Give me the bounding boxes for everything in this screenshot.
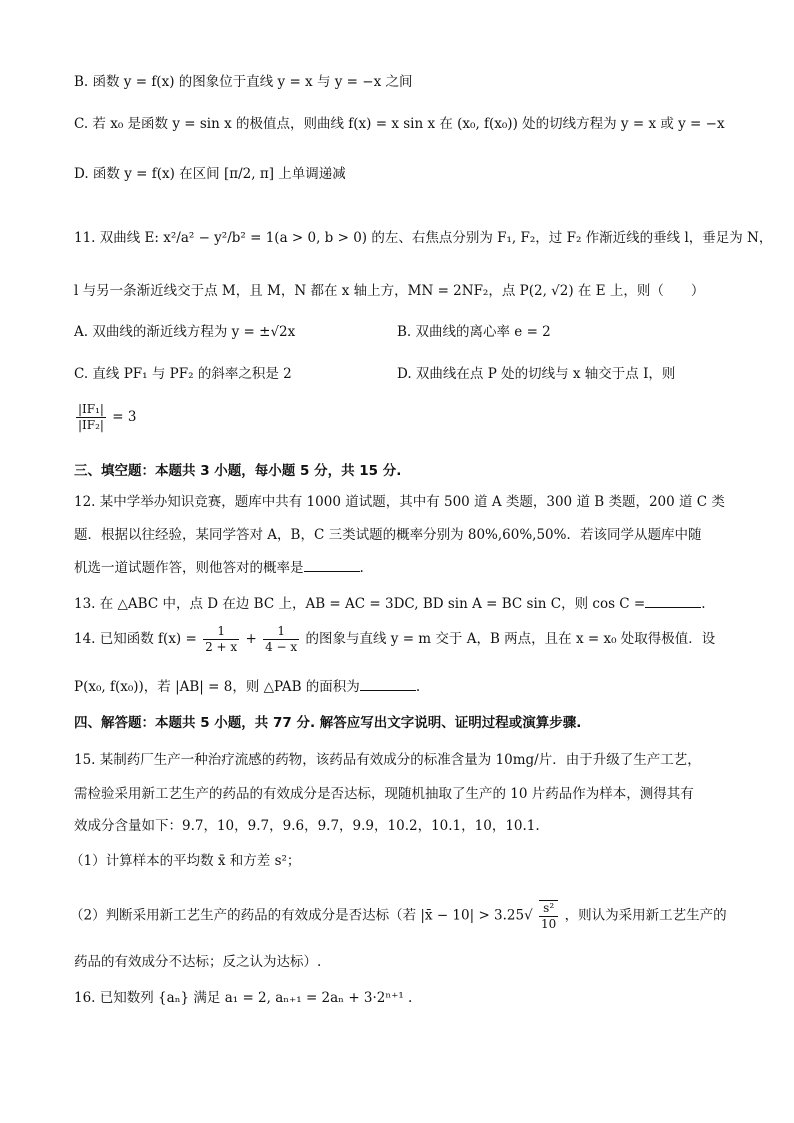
question-14-text: P(x₀, f(x₀))，若 |AB| = 8，则 △PAB 的面积为: [74, 679, 360, 695]
option-10C: C. 若 x₀ 是函数 y = sin x 的极值点，则曲线 f(x) = x sin x 在 (x₀, f(x₀)) 处的切线方程为 y = x 或 y = −x: [74, 116, 725, 132]
question-15-part2-cont: 药品的有效成分不达标；反之认为达标）.: [74, 954, 322, 970]
fraction-2-denominator: 4 − x: [265, 640, 298, 654]
question-15-line2: 需检验采用新工艺生产的药品的有效成分是否达标，现随机抽取了生产的 10 片药品作为样本，测得其有: [74, 786, 694, 802]
question-12-line1: 12. 某中学举办知识竞赛，题库中共有 1000 道试题，其中有 500 道 A 类题，300 道 B 类题，200 道 C 类: [74, 494, 725, 510]
sqrt-numerator: s²: [539, 901, 558, 917]
question-12-text: 机选一道试题作答，则他答对的概率是: [74, 560, 304, 576]
ratio-numerator: |IF₁|: [78, 402, 104, 416]
question-14-line2: [74, 676, 734, 697]
fraction-1-numerator: 1: [203, 624, 239, 640]
fraction-2-numerator: 1: [263, 624, 299, 640]
question-15-line3: 效成分含量如下：9.7，10，9.7，9.6，9.7，9.9，10.2，10.1，10，10.1.: [74, 818, 540, 834]
section-4-heading: 四、解答题：本题共 5 小题，共 77 分. 解答应写出文字说明、证明过程或演算步骤.: [74, 715, 582, 731]
sqrt-denominator: 10: [541, 917, 557, 931]
option-11A: A. 双曲线的渐近线方程为 y = ±√2x: [74, 324, 296, 340]
option-10D-post: 上单调递减: [278, 166, 346, 182]
question-16: 16. 已知数列 {aₙ} 满足 a₁ = 2, aₙ₊₁ = 2aₙ + 3·2ⁿ⁺¹ .: [74, 990, 413, 1006]
fraction-1-denominator: 2 + x: [205, 640, 238, 654]
answer-blank: [645, 593, 701, 608]
question-15-part1: （1）计算样本的平均数 x̄ 和方差 s²；: [70, 853, 301, 869]
question-14-end: .: [415, 679, 421, 695]
plus-sign: +: [245, 631, 257, 647]
ratio-value: = 3: [112, 409, 137, 425]
option-11D: D. 双曲线在点 P 处的切线与 x 轴交于点 I，则: [397, 366, 676, 382]
part2-text-a: （2）判断采用新工艺生产的药品的有效成分是否达标（若 |x̄ − 10| > 3.25√: [70, 907, 533, 924]
question-14-line1: [74, 624, 734, 655]
ratio-denominator: |IF₂|: [78, 418, 104, 432]
question-13-end: .: [701, 596, 706, 612]
question-12-end: .: [359, 560, 364, 576]
question-14-pre: 14. 已知函数 f(x) =: [74, 631, 197, 647]
answer-blank: [304, 557, 360, 572]
question-12-line3: [74, 557, 734, 578]
option-11C: C. 直线 PF₁ 与 PF₂ 的斜率之积是 2: [74, 366, 292, 382]
question-14-post: 的图象与直线 y = m 交于 A，B 两点，且在 x = x₀ 处取得极值．设: [305, 631, 716, 647]
option-10B: B. 函数 y = f(x) 的图象位于直线 y = x 与 y = −x 之间: [74, 74, 413, 90]
option-10D-interval: [π/2, π]: [223, 166, 274, 182]
section-3-heading: 三、填空题：本题共 3 小题，每小题 5 分，共 15 分.: [74, 463, 402, 479]
question-15-line1: 15. 某制药厂生产一种治疗流感的药物，该药品有效成分的标准含量为 10mg/片．由于升级了生产工艺，: [74, 752, 701, 768]
part2-text-b: ，则认为采用新工艺生产的: [564, 907, 727, 924]
option-10D-pre: D. 函数 y = f(x) 在区间: [74, 166, 220, 182]
option-11D-ratio: [74, 402, 734, 433]
question-12-line2: 题．根据以往经验，某同学答对 A，B，C 三类试题的概率分别为 80%,60%,50%．若该同学从题库中随: [74, 527, 702, 543]
question-13: [74, 593, 734, 614]
question-13-text: 13. 在 △ABC 中，点 D 在边 BC 上，AB = AC = 3DC, BD sin A = BC sin C，则 cos C =: [74, 596, 646, 612]
answer-blank: [360, 676, 416, 691]
option-11B: B. 双曲线的离心率 e = 2: [397, 324, 551, 340]
option-10D: [74, 164, 734, 184]
question-15-part2: [70, 900, 734, 932]
question-11-line1: 11. 双曲线 E: x²/a² − y²/b² = 1(a > 0, b > 0) 的左、右焦点分别为 F₁, F₂，过 F₂ 作渐近线的垂线 l，垂足为 N，: [74, 230, 773, 246]
question-11-line2: l 与另一条渐近线交于点 M，且 M，N 都在 x 轴上方，MN = 2NF₂，点 P(2, √2) 在 E 上，则（ ）: [74, 283, 705, 299]
